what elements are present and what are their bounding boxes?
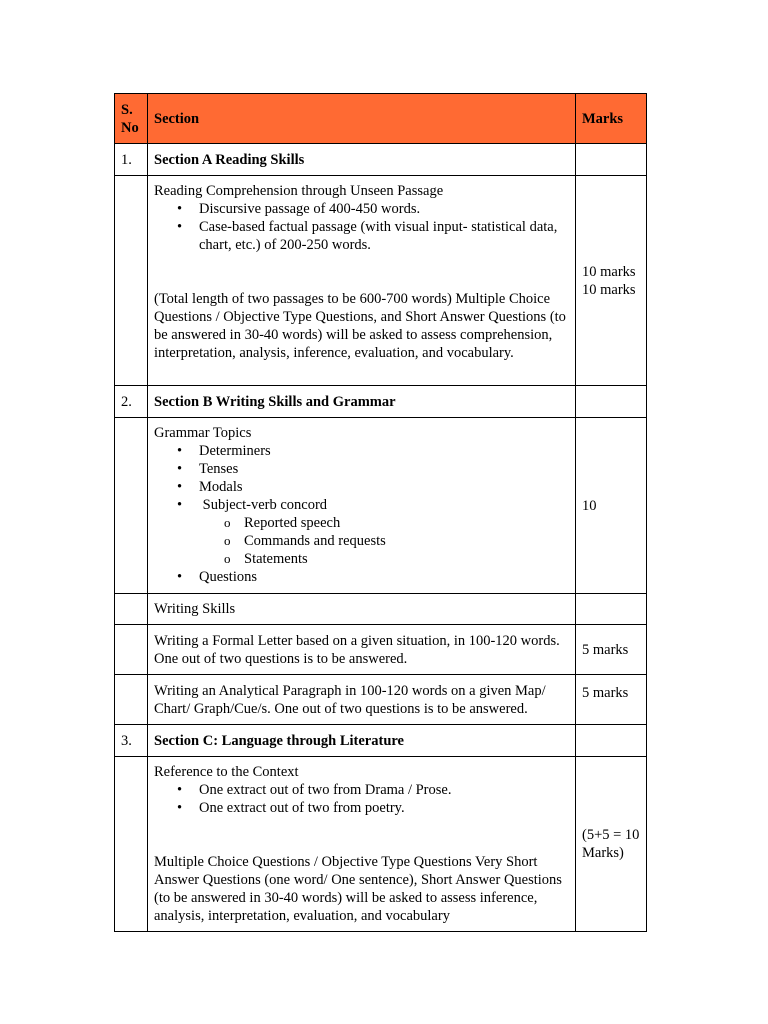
grammar-content [148, 418, 576, 594]
sub-list-item: o Statements [244, 550, 569, 568]
header-marks: Marks [576, 94, 647, 144]
list-item: • Tenses [199, 460, 569, 478]
header-sno: S. No [115, 94, 148, 144]
header-section: Section [148, 94, 576, 144]
list-item [199, 496, 569, 568]
grammar-sub-bullets [199, 514, 569, 568]
list-item: • Discursive passage of 400-450 words. [199, 200, 569, 218]
analytical-paragraph-marks: 5 marks [576, 675, 647, 725]
section-b-title: Section B Writing Skills and Grammar [148, 386, 576, 418]
section-a-content [148, 176, 576, 386]
reading-intro: Reading Comprehension through Unseen Passage [154, 183, 444, 199]
section-c-title: Section C: Language through Literature [148, 725, 576, 757]
section-c-content-row [115, 757, 647, 932]
writing-skills-intro: Writing Skills [148, 594, 576, 625]
list-item: • One extract out of two from poetry. [199, 799, 569, 817]
formal-letter-row [115, 625, 647, 675]
list-item: • One extract out of two from Drama / Prose. [199, 781, 569, 799]
grammar-bullets [154, 442, 569, 586]
section-c-row [115, 725, 647, 757]
list-item: • Questions [199, 568, 569, 586]
literature-bullets [154, 781, 569, 817]
section-a-marks [576, 176, 647, 386]
section-b-number: 2. [115, 386, 148, 418]
section-a-row [115, 144, 647, 176]
section-c-number: 3. [115, 725, 148, 757]
list-item: • Modals [199, 478, 569, 496]
writing-skills-row [115, 594, 647, 625]
literature-intro: Reference to the Context [154, 764, 299, 780]
section-b-row [115, 386, 647, 418]
header-row [115, 94, 647, 144]
list-item: • Case-based factual passage (with visual input- statistical data, chart, etc.) of 200-250 words. [199, 218, 569, 254]
reading-description: (Total length of two passages to be 600-700 words) Multiple Choice Questions / Objective Type Questions, and Short Answer Questions (to be answered in 30-40 words) will be asked to assess comprehension, interpretation, analysis, inference, evaluation, and vocabulary. [154, 291, 566, 361]
section-a-content-row [115, 176, 647, 386]
section-a-marks-empty [576, 144, 647, 176]
grammar-marks: 10 [576, 418, 647, 594]
section-c-content [148, 757, 576, 932]
literature-description: Multiple Choice Questions / Objective Type Questions Very Short Answer Questions (one word/ One sentence), Short Answer Questions (to be answered in 30-40 words) will be asked to assess inference, analysis, interpretation, evaluation, and vocabulary [154, 854, 562, 924]
formal-letter-marks: 5 marks [576, 625, 647, 675]
formal-letter-text: Writing a Formal Letter based on a given situation, in 100-120 words. One out of two questions is to be answered. [148, 625, 576, 675]
section-a-title: Section A Reading Skills [148, 144, 576, 176]
analytical-paragraph-text: Writing an Analytical Paragraph in 100-120 words on a given Map/ Chart/ Graph/Cue/s. One out of two questions is to be answered. [148, 675, 576, 725]
list-item: • Determiners [199, 442, 569, 460]
section-c-marks: (5+5 = 10 Marks) [576, 757, 647, 932]
marks-value: 10 marks [582, 263, 636, 280]
grammar-row [115, 418, 647, 594]
marks-value: 10 marks [582, 281, 636, 298]
list-item-label: Subject-verb concord [199, 497, 328, 513]
section-a-number: 1. [115, 144, 148, 176]
analytical-paragraph-row [115, 675, 647, 725]
sub-list-item: o Commands and requests [244, 532, 569, 550]
grammar-intro: Grammar Topics [154, 425, 252, 441]
reading-bullets [154, 200, 569, 254]
marks-table [114, 93, 647, 932]
sub-list-item: o Reported speech [244, 514, 569, 532]
